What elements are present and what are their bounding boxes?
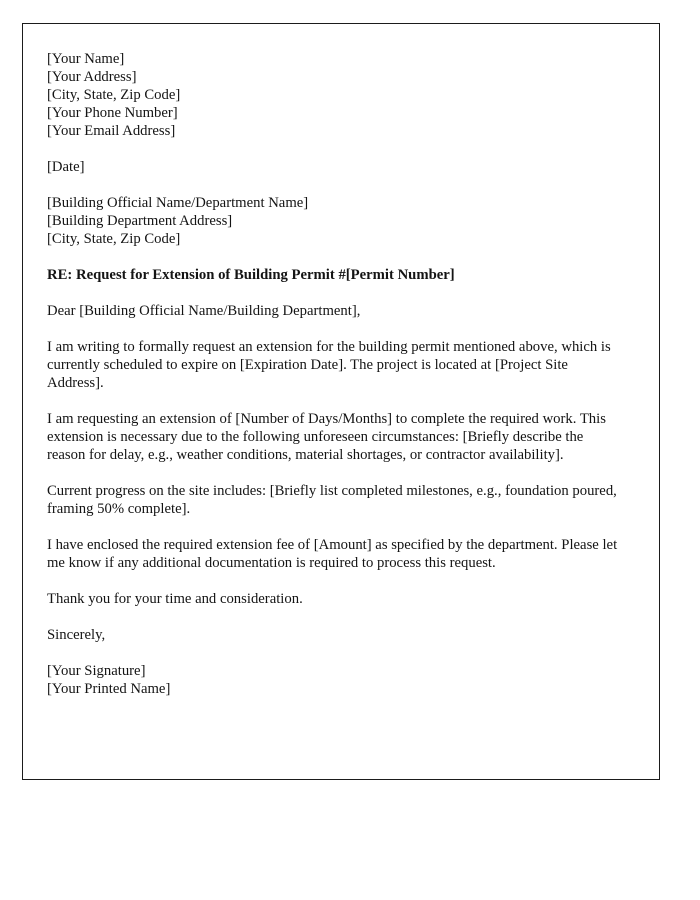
- recipient-city-state-zip-line: [City, State, Zip Code]: [47, 231, 181, 247]
- spacer-after-paragraph-1: [47, 392, 623, 410]
- body-paragraph-4: I have enclosed the required extension fee of [Amount] as specified by the department. Please let me know if any additional documentation is required to process this request.: [47, 537, 618, 571]
- sender-address-block: [47, 50, 623, 140]
- spacer-after-recipient: [47, 248, 623, 266]
- sender-address-line: [Your Address]: [47, 69, 137, 85]
- letter-body: [23, 24, 659, 698]
- spacer-after-sender: [47, 140, 623, 158]
- signature-line: [Your Signature]: [47, 663, 146, 679]
- body-paragraph-2: I am requesting an extension of [Number of Days/Months] to complete the required work. This extension is necessary due to the following unforeseen circumstances: [Briefly describe the reason for delay, e.g., weather conditions, material shortages, or contractor availability].: [47, 411, 606, 463]
- recipient-address-line: [Building Department Address]: [47, 213, 233, 229]
- sender-phone-line: [Your Phone Number]: [47, 105, 178, 121]
- subject-line: RE: Request for Extension of Building Permit #[Permit Number]: [47, 267, 455, 283]
- spacer-after-salutation: [47, 320, 623, 338]
- salutation-line: Dear [Building Official Name/Building Department],: [47, 303, 361, 319]
- spacer-after-closing: [47, 644, 623, 662]
- spacer-after-date: [47, 176, 623, 194]
- sender-email-line: [Your Email Address]: [47, 123, 176, 139]
- date-line: [Date]: [47, 159, 85, 175]
- body-paragraph-3: Current progress on the site includes: [Briefly list completed milestones, e.g., foundation poured, framing 50% complete].: [47, 483, 617, 517]
- body-paragraph-1: I am writing to formally request an extension for the building permit mentioned above, which is currently scheduled to expire on [Expiration Date]. The project is located at [Project Site Address].: [47, 339, 611, 391]
- recipient-address-block: [47, 194, 623, 248]
- signature-block: [47, 662, 623, 698]
- body-paragraph-5: Thank you for your time and consideration.: [47, 591, 303, 607]
- sender-city-state-zip-line: [City, State, Zip Code]: [47, 87, 181, 103]
- recipient-name-line: [Building Official Name/Department Name]: [47, 195, 309, 211]
- date-block: [47, 158, 623, 176]
- printed-name-line: [Your Printed Name]: [47, 681, 171, 697]
- spacer-after-subject: [47, 284, 623, 302]
- spacer-after-paragraph-4: [47, 572, 623, 590]
- spacer-after-paragraph-5: [47, 608, 623, 626]
- closing-line: Sincerely,: [47, 627, 106, 643]
- sender-name-line: [Your Name]: [47, 51, 125, 67]
- spacer-after-paragraph-3: [47, 518, 623, 536]
- spacer-after-paragraph-2: [47, 464, 623, 482]
- letter-sheet: [22, 23, 660, 780]
